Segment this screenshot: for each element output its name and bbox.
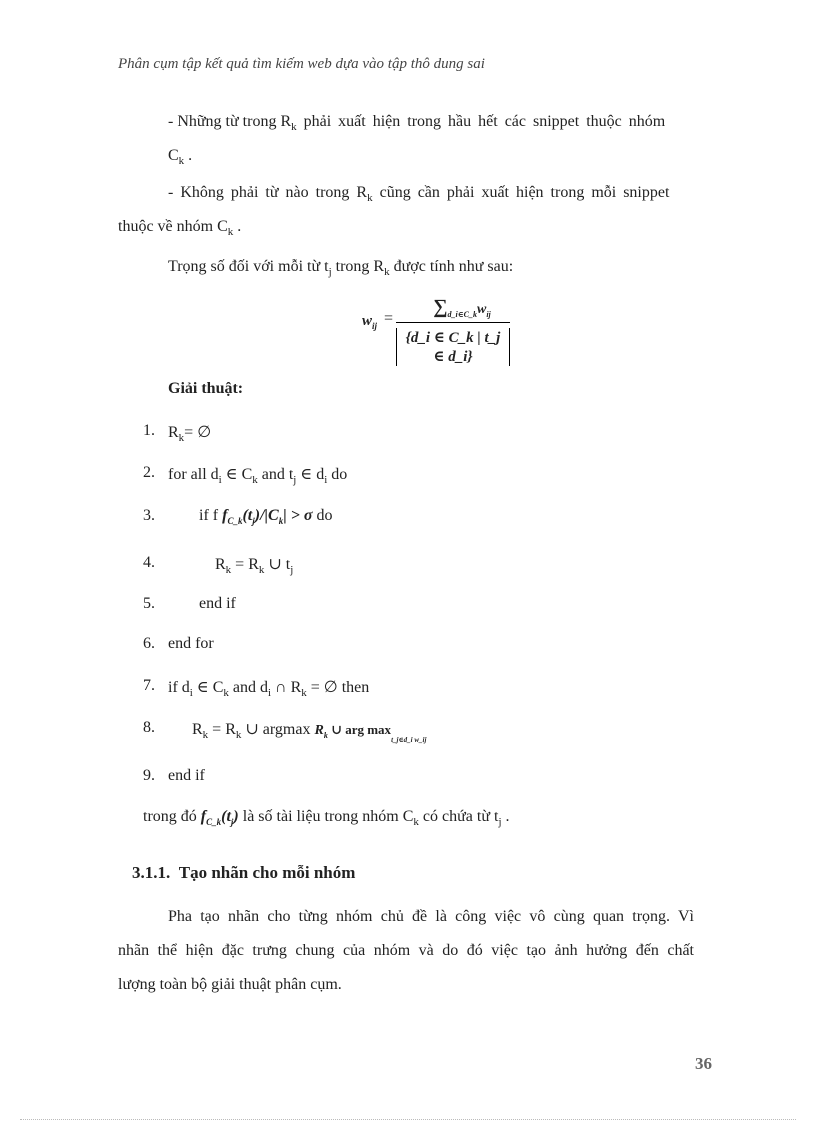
formula-lhs: $w_{ij}$ bbox=[362, 313, 378, 331]
step-5: 5. end if bbox=[143, 595, 236, 612]
section-paragraph bbox=[118, 900, 694, 1002]
bullet-1-continued: $C_k$ . bbox=[168, 147, 193, 167]
bullet-2-continued: thuộc về nhóm $C_k$ . bbox=[118, 218, 242, 238]
formula-denominator: {d_i ∈ C_k | t_j ∈ d_i} bbox=[396, 328, 510, 366]
step-6: 6. end for bbox=[143, 635, 214, 652]
paragraph-line-3: lượng toàn bộ giải thuật phân cụm. bbox=[118, 976, 342, 993]
weight-formula bbox=[362, 296, 512, 365]
weight-intro: Trọng số đối với mỗi từ $t_j$ trong $R_k$ được tính như sau: bbox=[168, 258, 514, 278]
formula-numerator: $\sum_{d\_i\in C\_k}w_{ij}$ bbox=[433, 296, 491, 319]
step-7: 7. if $d_i$ ∈ $C_k$ and $d_i$ ∩ $R_k$ = ∅ then bbox=[143, 677, 370, 699]
step-2: 2. for all $d_i$ ∈ $C_k$ and $t_j$ ∈ $d_i$ do bbox=[143, 464, 348, 486]
footer-divider bbox=[20, 1119, 796, 1120]
bullet-1: - Những từ trong $R_k$ phải xuất hiện trong hầu hết các snippet thuộc nhóm bbox=[168, 113, 666, 133]
section-heading: 3.1.1. Tạo nhãn cho mỗi nhóm bbox=[132, 863, 356, 882]
page-header: Phân cụm tập kết quả tìm kiếm web dựa vào tập thô dung sai bbox=[118, 56, 485, 72]
step-9: 9. end if bbox=[143, 767, 205, 784]
step-8: 8. $R_k = R_k$ ∪ argmax $R_k$ ∪ arg $\max_{t\_j\in d\_i w\_ij}$ bbox=[143, 719, 427, 744]
formula-fraction-bar bbox=[396, 322, 510, 323]
page-number: 36 bbox=[695, 1054, 712, 1073]
formula-equals: = bbox=[384, 310, 394, 327]
paragraph-line-2: nhãn thể hiện đặc trưng chung của nhóm và do đó việc tạo ảnh hưởng đến chất bbox=[118, 942, 694, 959]
bullet-2: - Không phải từ nào trong $R_k$ cũng cần phải xuất hiện trong mỗi snippet bbox=[168, 184, 670, 204]
paragraph-line-1: Pha tạo nhãn cho từng nhóm chủ đề là công việc vô cùng quan trọng. Vì bbox=[168, 908, 694, 925]
where-line: trong đó $f_{C\_k}(t_j)$ là số tài liệu trong nhóm $C_k$ có chứa từ $t_j$ . bbox=[143, 808, 510, 828]
step-4: 4. $R_k = R_k$ ∪ $t_j$ bbox=[143, 554, 294, 576]
step-1: 1. $R_k=$ ∅ bbox=[143, 422, 212, 444]
algorithm-title: Giải thuật: bbox=[168, 380, 244, 397]
step-3: 3. if f $f_{C\_k}(t_j)/|C_k| > \sigma$ do bbox=[143, 507, 333, 526]
